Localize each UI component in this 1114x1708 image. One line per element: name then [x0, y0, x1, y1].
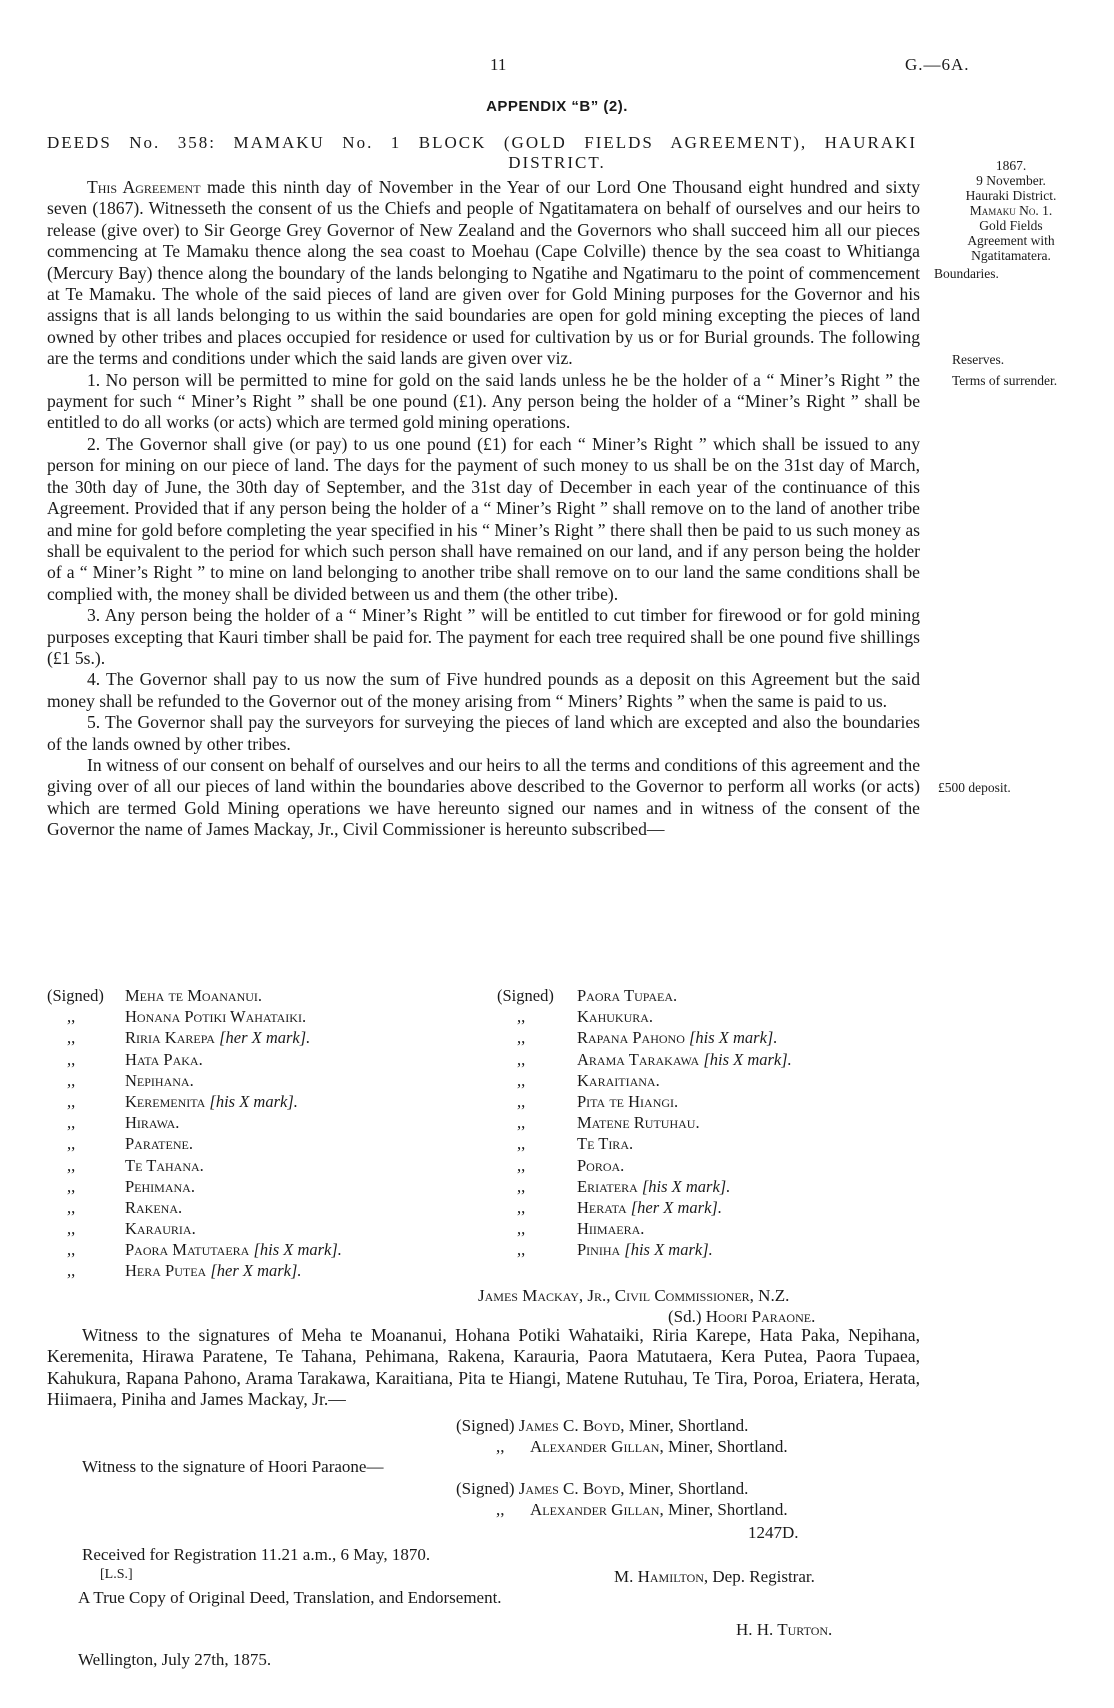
signatory-mark: [his X mark]. — [253, 1240, 342, 1260]
ditto-mark: ,, — [517, 1028, 526, 1048]
witness-hoori-heading: Witness to the signature of Hoori Paraone— — [82, 1457, 384, 1476]
signatory-name: Keremenita — [125, 1091, 206, 1111]
signatory-row — [47, 1155, 342, 1176]
witness-2b: ,, Alexander Gillan, Miner, Shortland. — [496, 1500, 788, 1519]
margin-year: 1867. — [995, 158, 1027, 173]
signatory-name: Te Tahana. — [125, 1155, 204, 1175]
deed-body — [47, 177, 920, 841]
seal-label: [L.S.] — [100, 1567, 133, 1582]
signatory-row — [497, 1133, 792, 1154]
signatory-row — [497, 1070, 792, 1091]
ditto-mark: ,, — [67, 1240, 76, 1260]
signatory-row — [47, 1112, 342, 1133]
signatory-row — [47, 1176, 342, 1197]
ditto-mark: ,, — [67, 1049, 76, 1069]
signatory-name: Te Tira. — [577, 1134, 634, 1154]
signatory-row — [497, 1091, 792, 1112]
ditto-mark: ,, — [517, 1070, 526, 1090]
signatory-row — [497, 1006, 792, 1027]
signatory-row — [47, 1091, 342, 1112]
signatory-row — [47, 1049, 342, 1070]
signed-label: (Signed) — [47, 986, 104, 1005]
signatory-name: Hera Putea — [125, 1261, 207, 1281]
signatory-row — [497, 1155, 792, 1176]
mackay-signature: James Mackay, Jr., Civil Commissioner, N.Z. — [478, 1286, 790, 1305]
margin-district: Hauraki District. — [965, 188, 1057, 203]
signatory-row — [47, 1197, 342, 1218]
signatory-mark: [her X mark]. — [630, 1197, 722, 1217]
signatory-row — [47, 1006, 342, 1027]
clause-1: 1. No person will be permitted to mine for gold on the said lands unless he be the holder of a “ Miner’s Right ” the payment for such “ Miner’s Right ” shall be one pound (£1). Any person being the holder of a “Miner’s Right ” shall be entitled to do all works (or acts) which are termed gold mining operations. — [47, 369, 920, 433]
ditto-mark: ,, — [517, 1134, 526, 1154]
intro-paragraph — [47, 177, 920, 370]
witness-clause: In witness of our consent on behalf of ourselves and our heirs to all the terms and conditions of this agreement and the giving over of all our pieces of land within the boundaries above described to the Governor to perform all works (or acts) which are termed Gold Mining operations we have hereunto signed our names and in witness of the consent of the Governor the name of James Mackay, Jr., Civil Commissioner is hereunto subscribed— — [47, 754, 920, 840]
signatory-mark: [his X mark]. — [703, 1049, 792, 1069]
margin-type1: Gold Fields — [979, 218, 1043, 233]
page-number: 11 — [490, 55, 507, 74]
signatory-name: Meha te Moananui. — [125, 986, 263, 1005]
margin-deposit: £500 deposit. — [938, 780, 1011, 795]
clause-4: 4. The Governor shall pay to us now the sum of Five hundred pounds as a deposit on this Agreement but the said money shall be refunded to the Governor out of the money arising from “ Miners’ Rights ” when the same is paid to us. — [47, 669, 920, 711]
margin-boundaries: Boundaries. — [934, 266, 999, 281]
witness-1a: (Signed) James C. Boyd, Miner, Shortland. — [456, 1416, 749, 1435]
ditto-mark: ,, — [517, 1240, 526, 1260]
place-date: Wellington, July 27th, 1875. — [78, 1650, 272, 1669]
signatory-row — [497, 1027, 792, 1048]
signatory-mark: [his X mark]. — [209, 1091, 298, 1111]
ditto-mark: ,, — [67, 1113, 76, 1133]
turton-signature: H. H. Turton. — [736, 1620, 833, 1639]
margin-type3: Ngatitamatera. — [971, 248, 1051, 263]
deed-number: 1247D. — [748, 1523, 799, 1542]
ditto-mark: ,, — [517, 1176, 526, 1196]
hoori-signature: (Sd.) Hoori Paraone. — [668, 1307, 816, 1326]
margin-note-header — [936, 158, 1086, 263]
witness-2a: ,, Alexander Gillan, Miner, Shortland. — [496, 1437, 788, 1456]
ditto-mark: ,, — [67, 1091, 76, 1111]
ditto-mark: ,, — [517, 1049, 526, 1069]
clause-3: 3. Any person being the holder of a “ Miner’s Right ” will be entitled to cut timber for firewood or for gold mining purposes excepting that Kauri timber shall be paid for. The payment for each tree required shall be one pound five shillings (£1 5s.). — [47, 605, 920, 668]
ditto-mark: ,, — [67, 1176, 76, 1196]
signatures-right — [497, 985, 792, 1260]
signatory-name: Matene Rutuhau. — [577, 1113, 700, 1133]
signatory-row — [497, 985, 792, 1006]
paper-reference: G.—6A. — [905, 55, 970, 74]
signed-label: (Signed) — [497, 986, 554, 1005]
margin-terms: Terms of surrender. — [952, 373, 1058, 388]
signatory-name: Piniha — [577, 1240, 621, 1260]
signatory-name: Herata — [577, 1197, 627, 1217]
signatory-name: Paora Tupaea. — [577, 986, 678, 1005]
signatory-name: Paratene. — [125, 1134, 193, 1154]
signatory-name: Pita te Hiangi. — [577, 1091, 679, 1111]
ditto-mark: ,, — [67, 1134, 76, 1154]
registrar-signature: M. Hamilton, Dep. Registrar. — [614, 1567, 815, 1586]
ditto-mark: ,, — [517, 1155, 526, 1175]
signatory-name: Karaitiana. — [577, 1070, 660, 1090]
signatory-name: Pehimana. — [125, 1176, 195, 1196]
witness-paragraph: Witness to the signatures of Meha te Moananui, Hohana Potiki Wahataiki, Riria Karepe, Hata Paka, Nepihana, Keremenita, Hirawa Paratene, Te Tahana, Pehimana, Rakena, Karauria, Paora Matutaera, Kera Putea, Paora Tupaea, Kahukura, Rapana Pahono, Arama Tarakawa, Karaitiana, Pita te Hiangi, Matene Rutuhau, Te Tira, Poroa, Eriatera, Herata, Hiimaera, Piniha and James Mackay, Jr.— — [47, 1325, 920, 1410]
signatory-name: Karauria. — [125, 1219, 196, 1239]
ditto-mark: ,, — [517, 1091, 526, 1111]
signatory-mark: [her X mark]. — [219, 1028, 311, 1048]
clause-5: 5. The Governor shall pay the surveyors for surveying the pieces of land which are excepted and also the boundaries of the lands owned by other tribes. — [47, 712, 920, 754]
ditto-mark: ,, — [67, 1219, 76, 1239]
ditto-mark: ,, — [517, 1007, 526, 1027]
witness-1b: (Signed) James C. Boyd, Miner, Shortland. — [456, 1479, 749, 1498]
signatory-name: Rapana Pahono — [577, 1028, 685, 1048]
signatory-name: Paora Matutaera — [125, 1240, 250, 1260]
signatory-row — [497, 1197, 792, 1218]
signatory-name: Riria Karepa — [125, 1028, 215, 1048]
signatory-mark: [his X mark]. — [624, 1240, 713, 1260]
signatory-name: Arama Tarakawa — [577, 1049, 700, 1069]
ditto-mark: ,, — [67, 1261, 76, 1281]
signatory-mark: [his X mark]. — [689, 1028, 778, 1048]
ditto-mark: ,, — [517, 1197, 526, 1217]
signatory-row — [47, 1239, 342, 1260]
margin-block: Mamaku No. 1. — [969, 203, 1053, 218]
signatory-name: Nepihana. — [125, 1070, 194, 1090]
signatory-row — [497, 1239, 792, 1260]
signatory-mark: [his X mark]. — [641, 1176, 731, 1196]
signatory-name: Rakena. — [125, 1197, 183, 1217]
intro-text: made this ninth day of November in the Year of our Lord One Thousand eight hundred and sixty seven (1867). Witnesseth the consent of us the Chiefs and people of Ngatitamatera on behalf of ourselves and our heirs to release (give over) to Sir George Grey Governor of New Zealand and the Governors who shall succeed him all our pieces commencing at Te Mamaku thence along the sea coast to Moehau (Cape Colville) thence by the sea coast to Whitianga (Mercury Bay) thence along the boundary of the lands belonging to Ngatihe and Ngatimaru to the point of commencement at Te Mamaku. The whole of the said pieces of land are given over for Gold Mining purposes for the Governor and his assigns that is all lands belonging to us within the said boundaries are open for gold mining excepting the pieces of land owned by other tribes and places occupied for residence or used for cultivation by us or for Burial grounds. The following are the terms and conditions under which the said lands are given over viz. — [47, 177, 920, 369]
ditto-mark: ,, — [67, 1155, 76, 1175]
signatory-row — [47, 1070, 342, 1091]
margin-date: 9 November. — [976, 173, 1046, 188]
deed-title-line2: DISTRICT. — [508, 153, 606, 172]
signatory-row — [47, 1027, 342, 1048]
signatory-row — [47, 1260, 342, 1281]
signatory-name: Hata Paka. — [125, 1049, 203, 1069]
signatory-row — [497, 1049, 792, 1070]
signatory-row — [497, 1218, 792, 1239]
signatory-row — [47, 985, 342, 1006]
ditto-mark: ,, — [67, 1070, 76, 1090]
signatory-name: Eriatera — [577, 1176, 638, 1196]
ditto-mark: ,, — [67, 1197, 76, 1217]
signatory-row — [47, 1218, 342, 1239]
registration-line: Received for Registration 11.21 a.m., 6 May, 1870. — [82, 1545, 431, 1564]
signatory-row — [497, 1112, 792, 1133]
true-copy-line: A True Copy of Original Deed, Translation, and Endorsement. — [78, 1588, 502, 1607]
ditto-mark: ,, — [517, 1113, 526, 1133]
intro-lead: This Agreement — [87, 177, 201, 197]
signatory-name: Kahukura. — [577, 1007, 654, 1027]
ditto-mark: ,, — [67, 1028, 76, 1048]
margin-reserves: Reserves. — [952, 352, 1005, 367]
signatory-mark: [her X mark]. — [210, 1261, 302, 1281]
signatory-row — [47, 1133, 342, 1154]
page-header — [0, 55, 1114, 79]
deed-title-line1: DEEDS No. 358: MAMAKU No. 1 BLOCK (GOLD FIELDS AGREEMENT), HAURAKI — [47, 133, 917, 152]
signatory-name: Poroa. — [577, 1155, 625, 1175]
signatory-name: Hirawa. — [125, 1113, 180, 1133]
ditto-mark: ,, — [517, 1219, 526, 1239]
signatures-left — [47, 985, 342, 1282]
signatory-row — [497, 1176, 792, 1197]
appendix-title: APPENDIX “B” (2). — [486, 98, 628, 115]
clause-2: 2. The Governor shall give (or pay) to us one pound (£1) for each “ Miner’s Right ” which shall be issued to any person for mining on our piece of land. The days for the payment of such money to us shall be on the 31st day of March, the 30th day of June, the 30th day of September, and the 31st day of December in each year of the continuance of this Agreement. Provided that if any person being the holder of a “ Miner’s Right ” shall remove on to the land of another tribe and mine for gold before completing the year specified in his “ Miner’s Right ” there shall then be paid to us such money as shall be equivalent to the period for which such person shall have remained on our land, and if any person being the holder of a “ Miner’s Right ” to mine on land belonging to another tribe shall remove on to our land the same conditions shall be complied with, the money shall be divided between us and them (the other tribe). — [47, 433, 920, 604]
ditto-mark: ,, — [67, 1007, 76, 1027]
signatory-name: Hiimaera. — [577, 1219, 645, 1239]
margin-type2: Agreement with — [967, 233, 1055, 248]
signatory-name: Honana Potiki Wahataiki. — [125, 1007, 307, 1027]
